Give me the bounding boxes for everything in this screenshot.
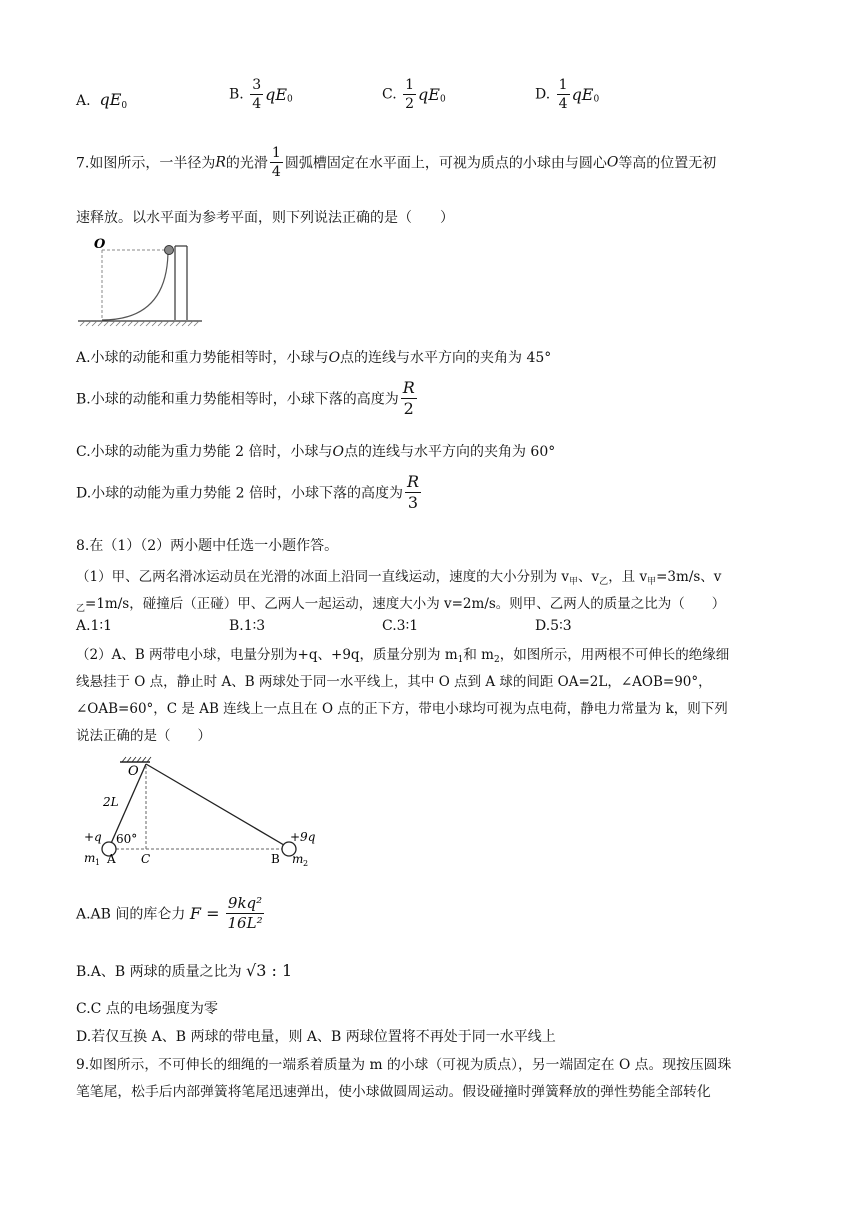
q7-figure-arc-groove bbox=[76, 232, 206, 328]
q8-part1-line1: （1）甲、乙两名滑冰运动员在光滑的冰面上沿同一直线运动，速度的大小分别为 $v_甲$、$v_乙$，且 $v_甲=3m/s$、v bbox=[76, 569, 722, 587]
q9-stem-line2: 笔笔尾，松手后内部弹簧将笔尾迅速弹出，使小球做圆周运动。假设碰撞时弹簧释放的弹性势能全部转化 bbox=[76, 1084, 711, 1100]
q7-stem-line1: 7.如图所示，一半径为R的光滑 $\frac{1}{4}$ 圆弧槽固定在水平面上，可视为质点的小球由与圆心O等高的位置无初 bbox=[76, 145, 717, 180]
q8-fig-length-2l: 2L bbox=[103, 795, 119, 809]
q8-fig-label-o: O bbox=[128, 764, 139, 779]
q6-option-a: A. $qE_0$ bbox=[76, 90, 128, 111]
q7-option-b: B.小球的动能和重力势能相等时，小球下落的高度为 $\frac{R}{2}$ bbox=[76, 378, 415, 418]
q8-fig-label-b: B bbox=[271, 852, 280, 866]
q8-fig-label-c: C bbox=[141, 852, 151, 866]
svg-text:m: m bbox=[84, 851, 96, 865]
q7-option-c: C.小球的动能为重力势能 2 倍时，小球与O点的连线与水平方向的夹角为 60° bbox=[76, 444, 556, 460]
q8-part1-option-d: D.5∶3 bbox=[535, 618, 572, 634]
q8-figure-charged-balls bbox=[76, 756, 316, 872]
svg-text:1: 1 bbox=[95, 858, 101, 867]
q8-fig-charge-a: +q bbox=[84, 830, 102, 844]
q8-option-c: C.C 点的电场强度为零 bbox=[76, 1001, 218, 1017]
svg-text:2: 2 bbox=[303, 859, 309, 868]
q7-option-a: A.小球的动能和重力势能相等时，小球与O点的连线与水平方向的夹角为 45° bbox=[76, 350, 552, 366]
q6-option-b: B. $\frac{3}{4}$ $qE_0$ bbox=[229, 77, 293, 112]
q7-stem-line2: 速释放。以水平面为参考平面，则下列说法正确的是（ ） bbox=[76, 210, 454, 226]
q9-stem-line1: 9.如图所示，不可伸长的细绳的一端系着质量为 m 的小球（可视为质点），另一端固定在 O 点。现按压圆珠 bbox=[76, 1057, 732, 1073]
q8-part1-option-a: A.1∶1 bbox=[76, 618, 113, 634]
q8-stem: 8.在（1）（2）两小题中任选一小题作答。 bbox=[76, 538, 339, 554]
q8-part1-option-c: C.3∶1 bbox=[382, 618, 419, 634]
q8-part1-option-b: B.1∶3 bbox=[229, 618, 266, 634]
q8-part2-line3: ∠OAB=60°，C 是 AB 连线上一点且在 O 点的正下方，带电小球均可视为点电荷，静电力常量为 k，则下列 bbox=[76, 701, 728, 717]
q7-option-d: D.小球的动能为重力势能 2 倍时，小球下落的高度为 $\frac{R}{3}$ bbox=[76, 472, 420, 512]
q6-option-d: D. $\frac{1}{4}$ $qE_0$ bbox=[535, 77, 600, 112]
q8-part1-line2: $_乙$=1m/s，碰撞后（正碰）甲、乙两人一起运动，速度大小为 v=2m/s。则甲、乙两人的质量之比为（ ） bbox=[76, 596, 726, 614]
q8-part2-line4: 说法正确的是（ ） bbox=[76, 728, 211, 744]
svg-text:m: m bbox=[292, 852, 304, 866]
q6-option-c: C. $\frac{1}{2}$ $qE_0$ bbox=[382, 77, 446, 112]
q8-fig-label-a: A bbox=[107, 852, 116, 866]
q8-fig-charge-b: +9q bbox=[290, 830, 316, 844]
q7-ball bbox=[165, 246, 174, 255]
q8-fig-angle-60: 60° bbox=[116, 832, 138, 846]
q8-option-a: A.AB 间的库仑力 F = $\frac{\text{9kq²}}{\text{16L²}}$ bbox=[76, 894, 263, 932]
q8-part2-line2: 线悬挂于 O 点，静止时 A、B 两球处于同一水平线上，其中 O 点到 A 球的间距 OA=2L，∠AOB=90°， bbox=[76, 674, 712, 690]
q8-option-b: B.A、B 两球的质量之比为 √3 : 1 bbox=[76, 961, 293, 980]
q8-option-d: D.若仅互换 A、B 两球的带电量，则 A、B 两球位置将不再处于同一水平线上 bbox=[76, 1029, 556, 1045]
q8-part2-line1: （2）A、B 两带电小球，电量分别为+q、+9q，质量分别为 $m_1$和 $m_2$，如图所示，用两根不可伸长的绝缘细 bbox=[76, 647, 730, 665]
q7-fig-label-o: O bbox=[94, 237, 106, 252]
